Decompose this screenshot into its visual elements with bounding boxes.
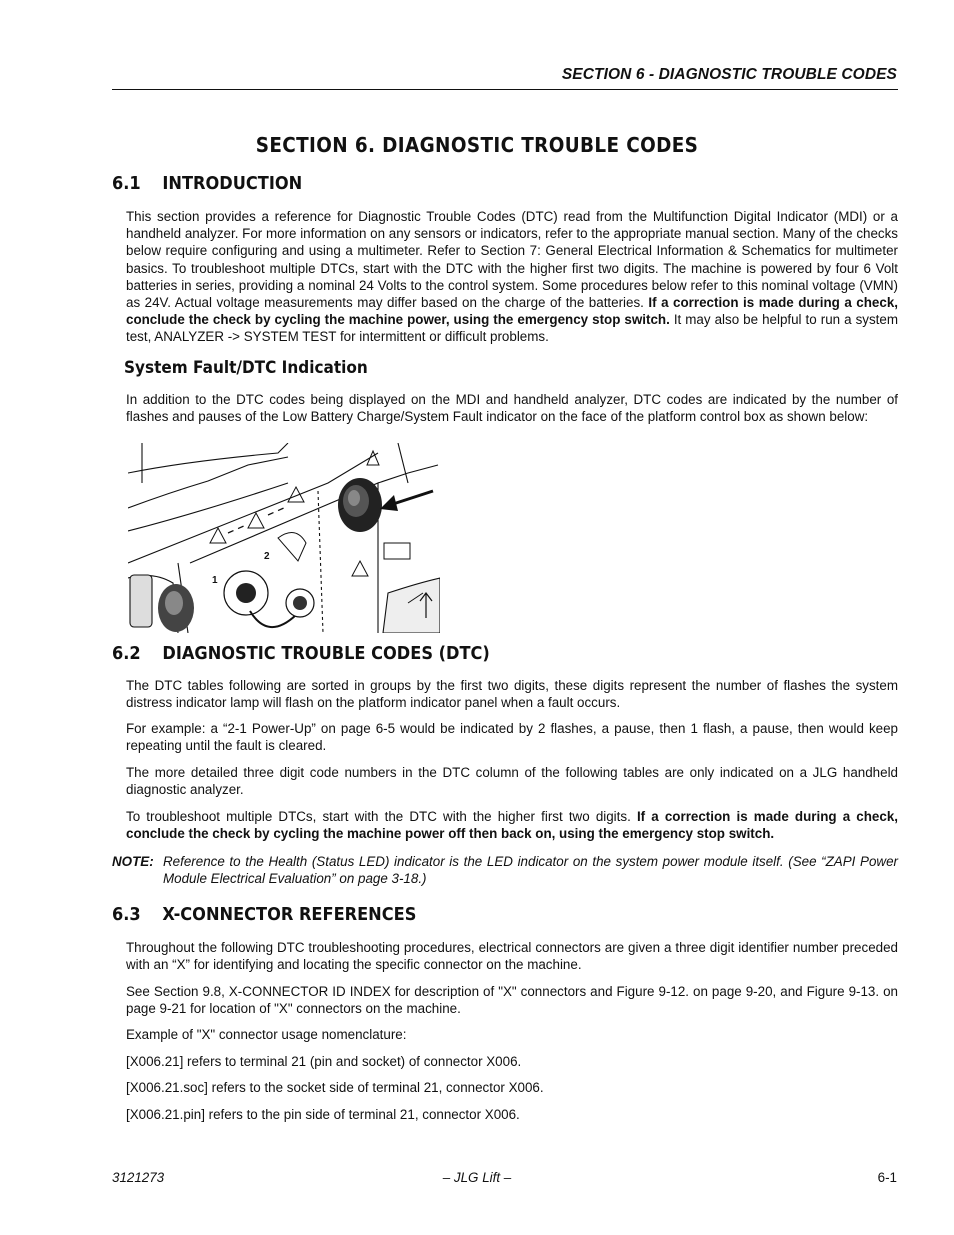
page-title: SECTION 6. DIAGNOSTIC TROUBLE CODES — [255, 133, 699, 157]
section-6-3-heading — [112, 904, 416, 925]
note-label: NOTE: — [112, 854, 154, 869]
dtc-paragraph-4 — [126, 808, 898, 842]
intro-bold-text: If a correction is made during a check, conclude the check by cycling the machine power, using the emergency stop switch. — [126, 295, 898, 328]
section-title: INTRODUCTION — [162, 173, 303, 194]
dtc-paragraph-2: For example: a “2-1 Power-Up” on page 6-5 would be indicated by 2 flashes, a pause, then 1 flash, a pause, then would keep repeating until the fault is cleared. — [126, 721, 898, 754]
dtc-paragraph-1: The DTC tables following are sorted in groups by the first two digits, these digits represent the number of flashes the system distress indicator lamp will flash on the platform indicator panel when a fault occurs. — [126, 678, 898, 711]
figure-label-1: 1 — [212, 575, 218, 586]
xconn-paragraph-2: See Section 9.8, X-CONNECTOR ID INDEX for description of "X" connectors and Figure 9-12. on page 9-20, and Figure 9-13. on page 9-21 for location of "X" connectors on the machine. — [126, 984, 898, 1017]
figure-label-2: 2 — [264, 551, 270, 562]
section-number: 6.1 — [112, 173, 141, 194]
fault-indication-paragraph: In addition to the DTC codes being displayed on the MDI and handheld analyzer, DTC codes are indicated by the number of flashes and pauses of the Low Battery Charge/System Fault indicator on the face of the platform control box as shown below: — [126, 392, 898, 425]
footer-doc-number: 3121273 — [112, 1170, 165, 1185]
section-6-2-heading — [112, 643, 490, 664]
footer-page-number: 6-1 — [877, 1170, 897, 1185]
section-6-1-heading — [112, 173, 302, 194]
intro-paragraph — [126, 208, 898, 346]
platform-control-box-figure — [128, 443, 440, 633]
note-text: Reference to the Health (Status LED) indicator is the LED indicator on the system power module itself. (See “ZAPI Power Module Electrical Evaluation” on page 3-18.) — [163, 854, 898, 887]
header-rule — [112, 89, 898, 90]
xconn-paragraph-1: Throughout the following DTC troubleshooting procedures, electrical connectors are given a three digit identifier number preceded with an “X” for identifying and locating the specific connector on the machine. — [126, 940, 898, 973]
intro-text: This section provides a reference for Diagnostic Trouble Codes (DTC) read from the Multifunction Digital Indicator (MDI) or a handheld analyzer. For more information on any sensors or indicators, refer to the appropriate manual section. Many of the checks below require configuring and using a multimeter. Refer to Section 7: General Electrical Information & Schematics for multimeter basics. To troubleshoot multiple DTCs, start with the DTC with the higher first two digits. The machine is powered by four 6 Volt batteries in series, providing a nominal 24 Volts to the control system. Some procedures below refer to this nominal voltage (VMN) as 24V. Actual voltage measurements may differ based on the charge of the batteries. — [126, 209, 898, 311]
running-header: SECTION 6 - DIAGNOSTIC TROUBLE CODES — [561, 66, 897, 83]
section-number: 6.2 — [112, 643, 141, 664]
xconn-example-1: [X006.21] refers to terminal 21 (pin and socket) of connector X006. — [126, 1054, 522, 1069]
dtc-paragraph-3: The more detailed three digit code numbers in the DTC column of the following tables are only indicated on a JLG handheld diagnostic analyzer. — [126, 765, 898, 798]
xconn-example-2: [X006.21.soc] refers to the socket side of terminal 21, connector X006. — [126, 1080, 544, 1095]
dtc-paragraph-4-text: To troubleshoot multiple DTCs, start with the DTC with the higher first two digits. — [126, 809, 637, 824]
xconn-example-3: [X006.21.pin] refers to the pin side of terminal 21, connector X006. — [126, 1107, 520, 1122]
subsection-heading: System Fault/DTC Indication — [124, 358, 368, 378]
section-number: 6.3 — [112, 904, 141, 925]
intro-text-end: It may also be helpful to run a system test, ANALYZER -> SYSTEM TEST for intermittent or difficult problems. — [126, 312, 898, 345]
dtc-paragraph-4-bold: If a correction is made during a check, conclude the check by cycling the machine power off then back on, using the emergency stop switch. — [126, 809, 898, 842]
footer-center: – JLG Lift – — [442, 1170, 512, 1185]
section-title: DIAGNOSTIC TROUBLE CODES (DTC) — [162, 643, 490, 664]
section-title: X-CONNECTOR REFERENCES — [162, 904, 417, 925]
xconn-paragraph-3: Example of "X" connector usage nomenclature: — [126, 1027, 407, 1042]
